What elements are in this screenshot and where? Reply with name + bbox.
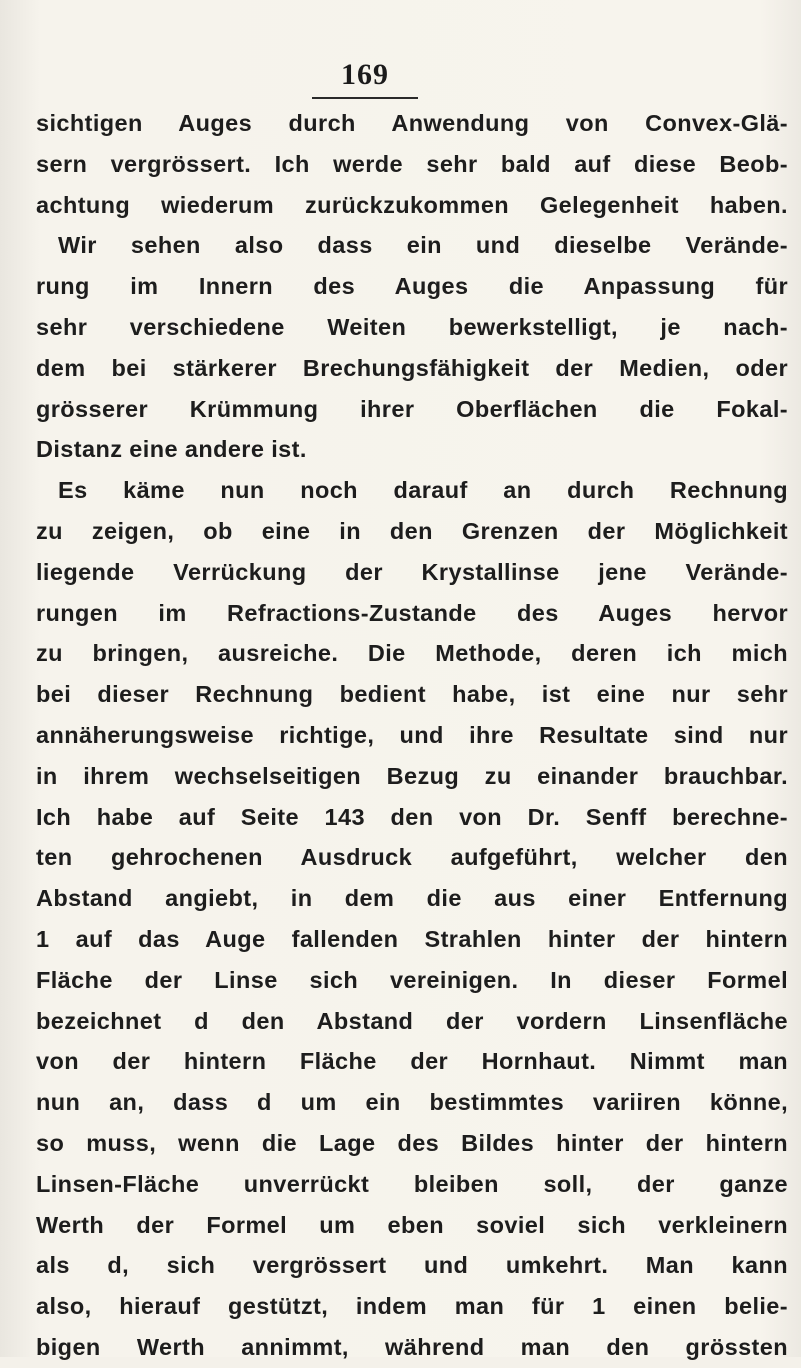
page-number-rule: [312, 97, 418, 99]
text-line: grösserer Krümmung ihrer Oberflächen die Fokal-: [36, 395, 788, 422]
text-line: liegende Verrückung der Krystallinse jene Verände-: [36, 558, 788, 585]
text-line: sichtigen Auges durch Anwendung von Convex-Glä-: [36, 110, 788, 136]
text-line: nun an, dass d um ein bestimmtes variiren könne,: [36, 1089, 788, 1116]
text-line: Werth der Formel um eben soviel sich verkleinern: [36, 1211, 788, 1238]
text-line: als d, sich vergrössert und umkehrt. Man kann: [36, 1252, 788, 1279]
text-line: rungen im Refractions-Zustande des Auges hervor: [36, 599, 788, 626]
text-line: in ihrem wechselseitigen Bezug zu einander brauchbar.: [36, 762, 788, 789]
text-line: ten gehrochenen Ausdruck aufgeführt, welcher den: [36, 844, 788, 871]
text-line: Wir sehen also dass ein und dieselbe Verände-: [58, 232, 788, 259]
text-line: zu zeigen, ob eine in den Grenzen der Möglichkeit: [36, 517, 788, 544]
text-line: Distanz eine andere ist.: [36, 436, 307, 463]
text-line: Abstand angiebt, in dem die aus einer Entfernung: [36, 885, 788, 912]
text-line: sehr verschiedene Weiten bewerkstelligt, je nach-: [36, 313, 788, 340]
text-line: rung im Innern des Auges die Anpassung für: [36, 273, 788, 300]
body-text: [36, 103, 788, 1368]
text-line: Linsen-Fläche unverrückt bleiben soll, der ganze: [36, 1170, 788, 1197]
text-line: also, hierauf gestützt, indem man für 1 einen belie-: [36, 1293, 788, 1320]
text-line: bei dieser Rechnung bedient habe, ist eine nur sehr: [36, 681, 788, 708]
text-line: sern vergrössert. Ich werde sehr bald auf diese Beob-: [36, 150, 788, 177]
text-line: 1 auf das Auge fallenden Strahlen hinter der hintern: [36, 925, 788, 952]
text-line: achtung wiederum zurückzukommen Gelegenheit haben.: [36, 191, 788, 218]
text-line: Es käme nun noch darauf an durch Rechnung: [58, 477, 788, 504]
page-number: 169: [341, 58, 389, 91]
text-line: Ich habe auf Seite 143 den von Dr. Senff berechne-: [36, 803, 788, 830]
text-line: bezeichnet d den Abstand der vordern Linsenfläche: [36, 1007, 788, 1034]
text-line: Fläche der Linse sich vereinigen. In dieser Formel: [36, 966, 788, 993]
text-line: zu bringen, ausreiche. Die Methode, deren ich mich: [36, 640, 788, 667]
text-line: bigen Werth annimmt, während man den grössten: [36, 1333, 788, 1360]
text-line: von der hintern Fläche der Hornhaut. Nimmt man: [36, 1048, 788, 1075]
text-line: so muss, wenn die Lage des Bildes hinter der hintern: [36, 1129, 788, 1156]
text-line: dem bei stärkerer Brechungsfähigkeit der Medien, oder: [36, 354, 788, 381]
text-line: annäherungsweise richtige, und ihre Resultate sind nur: [36, 721, 788, 748]
